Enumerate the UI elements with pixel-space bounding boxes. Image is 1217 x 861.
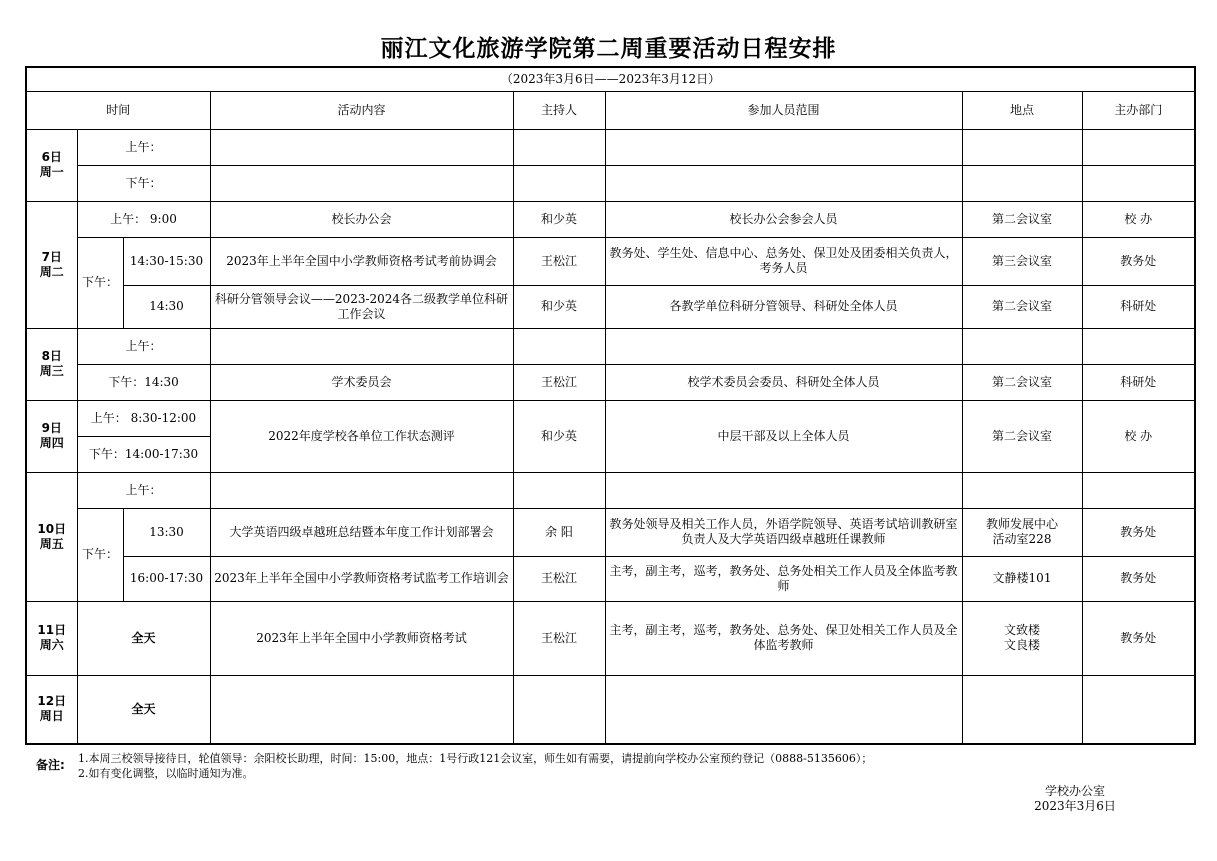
mon-am-host — [513, 129, 605, 165]
mon-pm-dept — [1082, 165, 1195, 201]
tue-pm2-location: 第二会议室 — [962, 285, 1082, 328]
sat-content: 2023年上半年全国中小学教师资格考试 — [210, 601, 513, 675]
wed-pm-content: 学术委员会 — [210, 364, 513, 400]
tue-am-host: 和少英 — [513, 201, 605, 237]
sat-dept: 教务处 — [1082, 601, 1195, 675]
header-host: 主持人 — [513, 91, 605, 129]
tue-pm1-participants: 教务处、学生处、信息中心、总务处、保卫处及团委相关负责人，考务人员 — [605, 237, 962, 285]
fri-pm1-time: 13:30 — [123, 508, 210, 556]
fri-am-dept — [1082, 472, 1195, 508]
fri-pm2-host: 王松江 — [513, 556, 605, 601]
day-thu: 9日 周四 — [26, 400, 77, 472]
tue-pm1-location: 第三会议室 — [962, 237, 1082, 285]
fri-am-content — [210, 472, 513, 508]
mon-am-content — [210, 129, 513, 165]
fri-pm1-host: 余 阳 — [513, 508, 605, 556]
thu-content: 2022年度学校各单位工作状态测评 — [210, 400, 513, 472]
wed-pm-slot: 下午：14:30 — [77, 364, 210, 400]
day-tue: 7日 周二 — [26, 201, 77, 328]
wed-am-content — [210, 328, 513, 364]
day-fri: 10日 周五 — [26, 472, 77, 601]
mon-pm-location — [962, 165, 1082, 201]
day-wed: 8日 周三 — [26, 328, 77, 400]
fri-pm2-dept: 教务处 — [1082, 556, 1195, 601]
fri-pm1-dept: 教务处 — [1082, 508, 1195, 556]
thu-participants: 中层干部及以上全体人员 — [605, 400, 962, 472]
header-location: 地点 — [962, 91, 1082, 129]
wed-pm-participants: 校学术委员会委员、科研处全体人员 — [605, 364, 962, 400]
tue-pm2-dept: 科研处 — [1082, 285, 1195, 328]
signature-office: 学校办公室 — [1044, 784, 1105, 798]
wed-am-host — [513, 328, 605, 364]
day-mon: 6日 周一 — [26, 129, 77, 201]
tue-pm2-host: 和少英 — [513, 285, 605, 328]
header-time: 时间 — [26, 91, 210, 129]
notes-label: 备注: — [36, 758, 65, 772]
fri-pm2-location: 文静楼101 — [962, 556, 1082, 601]
fri-pm1-content: 大学英语四级卓越班总结暨本年度工作计划部署会 — [210, 508, 513, 556]
wed-pm-location: 第二会议室 — [962, 364, 1082, 400]
header-content: 活动内容 — [210, 91, 513, 129]
wed-pm-dept: 科研处 — [1082, 364, 1195, 400]
notes-line-2: 2.如有变化调整，以临时通知为准。 — [78, 767, 254, 780]
notes-section — [36, 751, 872, 781]
sat-participants: 主考，副主考，巡考，教务处、总务处、保卫处相关工作人员及全体监考教师 — [605, 601, 962, 675]
tue-pm2-participants: 各教学单位科研分管领导、科研处全体人员 — [605, 285, 962, 328]
sat-all-day: 全天 — [77, 601, 210, 675]
thu-pm-slot: 下午：14:00-17:30 — [77, 436, 210, 472]
mon-am-dept — [1082, 129, 1195, 165]
wed-am-dept — [1082, 328, 1195, 364]
mon-pm-content — [210, 165, 513, 201]
fri-am-slot: 上午： — [77, 472, 210, 508]
header-dept: 主办部门 — [1082, 91, 1195, 129]
tue-pm1-time: 14:30-15:30 — [123, 237, 210, 285]
mon-pm-host — [513, 165, 605, 201]
sun-dept — [1082, 675, 1195, 744]
notes-line-1: 1.本周三校领导接待日，轮值领导：余阳校长助理，时间：15:00，地点：1号行政121会议室，师生如有需要，请提前向学校办公室预约登记（0888-5135606）； — [78, 752, 873, 765]
fri-am-host — [513, 472, 605, 508]
tue-am-content: 校长办公会 — [210, 201, 513, 237]
mon-am-location — [962, 129, 1082, 165]
sun-host — [513, 675, 605, 744]
wed-am-slot: 上午： — [77, 328, 210, 364]
wed-am-location — [962, 328, 1082, 364]
sat-location: 文致楼 文良楼 — [962, 601, 1082, 675]
thu-am-slot: 上午： 8:30-12:00 — [77, 400, 210, 436]
tue-am-participants: 校长办公会参会人员 — [605, 201, 962, 237]
date-range: （2023年3月6日——2023年3月12日） — [26, 67, 1195, 91]
thu-host: 和少英 — [513, 400, 605, 472]
fri-pm-label: 下午： — [77, 508, 123, 601]
sun-content — [210, 675, 513, 744]
fri-pm1-participants: 教务处领导及相关工作人员，外语学院领导、英语考试培训教研室负责人及大学英语四级卓越班任课教师 — [605, 508, 962, 556]
day-sun: 12日 周日 — [26, 675, 77, 744]
sun-all-day: 全天 — [77, 675, 210, 744]
header-participants: 参加人员范围 — [605, 91, 962, 129]
tue-pm-label: 下午： — [77, 237, 123, 328]
signature-date: 2023年3月6日 — [1034, 799, 1116, 813]
tue-am-dept: 校 办 — [1082, 201, 1195, 237]
tue-am-slot: 上午： 9:00 — [77, 201, 210, 237]
fri-pm1-location: 教师发展中心 活动室228 — [962, 508, 1082, 556]
mon-pm-participants — [605, 165, 962, 201]
tue-am-location: 第二会议室 — [962, 201, 1082, 237]
schedule-table — [25, 66, 1196, 745]
mon-am-participants — [605, 129, 962, 165]
tue-pm1-content: 2023年上半年全国中小学教师资格考试考前协调会 — [210, 237, 513, 285]
thu-dept: 校 办 — [1082, 400, 1195, 472]
fri-am-location — [962, 472, 1082, 508]
fri-pm2-participants: 主考，副主考，巡考，教务处、总务处相关工作人员及全体监考教师 — [605, 556, 962, 601]
tue-pm1-dept: 教务处 — [1082, 237, 1195, 285]
tue-pm1-host: 王松江 — [513, 237, 605, 285]
fri-pm2-content: 2023年上半年全国中小学教师资格考试监考工作培训会 — [210, 556, 513, 601]
tue-pm2-content: 科研分管领导会议——2023-2024各二级教学单位科研工作会议 — [210, 285, 513, 328]
thu-location: 第二会议室 — [962, 400, 1082, 472]
wed-am-participants — [605, 328, 962, 364]
fri-pm2-time: 16:00-17:30 — [123, 556, 210, 601]
sat-host: 王松江 — [513, 601, 605, 675]
page-title: 丽江文化旅游学院第二周重要活动日程安排 — [380, 35, 837, 62]
fri-am-participants — [605, 472, 962, 508]
sun-location — [962, 675, 1082, 744]
mon-pm-slot: 下午： — [77, 165, 210, 201]
mon-am-slot: 上午： — [77, 129, 210, 165]
day-sat: 11日 周六 — [26, 601, 77, 675]
sun-participants — [605, 675, 962, 744]
signature-block — [1000, 784, 1150, 814]
wed-pm-host: 王松江 — [513, 364, 605, 400]
tue-pm2-time: 14:30 — [123, 285, 210, 328]
